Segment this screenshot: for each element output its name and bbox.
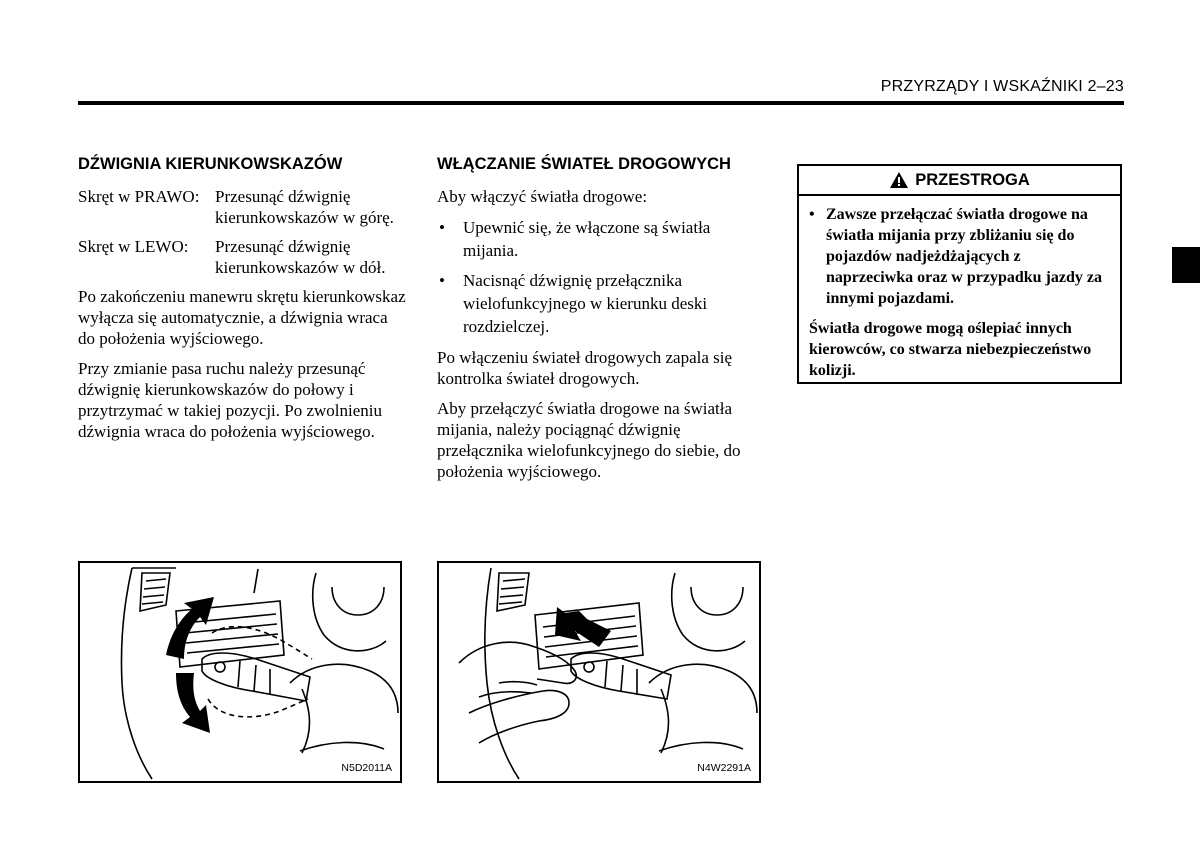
step-text: Nacisnąć dźwignię przełącznika wielofunkcyjnego w kierunku deski rozdzielczej. [463,271,708,336]
turn-signal-lever-drawing [80,563,400,781]
turn-signal-section [78,155,408,451]
turn-signal-heading: DŹWIGNIA KIERUNKOWSKAZÓW [78,155,343,173]
caution-body [799,196,1120,381]
high-beam-paragraph-2: Aby przełączyć światła drogowe na światła mijania, należy pociągnąć dźwignię przełącznika wielofunkcyjnego do siebie, do położenia wyjściowego. [437,399,741,481]
caution-box [797,164,1122,384]
high-beam-steps [437,216,762,338]
caution-bullet [809,204,1110,309]
list-item [437,269,762,338]
turn-signal-illustration [78,561,402,783]
high-beam-illustration [437,561,761,783]
section-title: PRZYRZĄDY I WSKAŹNIKI 2–23 [880,78,1124,95]
turn-right-text: Przesunąć dźwignię kierunkowskazów w górę. [215,187,394,227]
high-beam-heading: WŁĄCZANIE ŚWIATEŁ DROGOWYCH [437,155,731,173]
bullet-icon: • [439,271,445,290]
high-beam-lever-drawing [439,563,759,781]
chapter-thumb-tab [1172,247,1200,283]
turn-right-label: Skręt w PRAWO: [78,187,200,206]
caution-title: PRZESTROGA [915,170,1030,189]
high-beam-paragraph-1: Po włączeniu świateł drogowych zapala się kontrolka świateł drogowych. [437,348,733,388]
caution-note: Światła drogowe mogą oślepiać innych kierowców, co stwarza niebezpieczeństwo kolizji. [809,320,1092,379]
high-beam-intro: Aby włączyć światła drogowe: [437,187,648,206]
turn-left-row [78,236,408,278]
page-header [78,70,1124,104]
turn-signal-paragraph-1: Po zakończeniu manewru skrętu kierunkowskaz wyłącza się automatycznie, a dźwignia wraca do położenia wyjściowego. [78,287,406,348]
bullet-icon: • [809,206,815,223]
high-beam-section [437,155,762,491]
header-rule [78,101,1124,105]
list-item [437,216,762,262]
caution-bullet-text: Zawsze przełączać światła drogowe na światła mijania przy zbliżaniu się do pojazdów nadjeżdżających z naprzeciwka oraz w przypadku jazdy za innymi pojazdami. [826,206,1102,307]
turn-left-text: Przesunąć dźwignię kierunkowskazów w dół. [215,237,386,277]
bullet-icon: • [439,218,445,237]
caution-header [799,166,1120,196]
figure-code: N4W2291A [697,762,751,774]
warning-triangle-icon [889,171,909,189]
step-text: Upewnić się, że włączone są światła mijania. [463,218,711,260]
turn-signal-paragraph-2: Przy zmianie pasa ruchu należy przesunąć dźwignię kierunkowskazów do połowy i przytrzymać w takiej pozycji. Po zwolnieniu dźwignia wraca do położenia wyjściowego. [78,359,383,441]
turn-right-row [78,186,408,228]
figure-code: N5D2011A [341,762,392,774]
turn-left-label: Skręt w LEWO: [78,237,189,256]
